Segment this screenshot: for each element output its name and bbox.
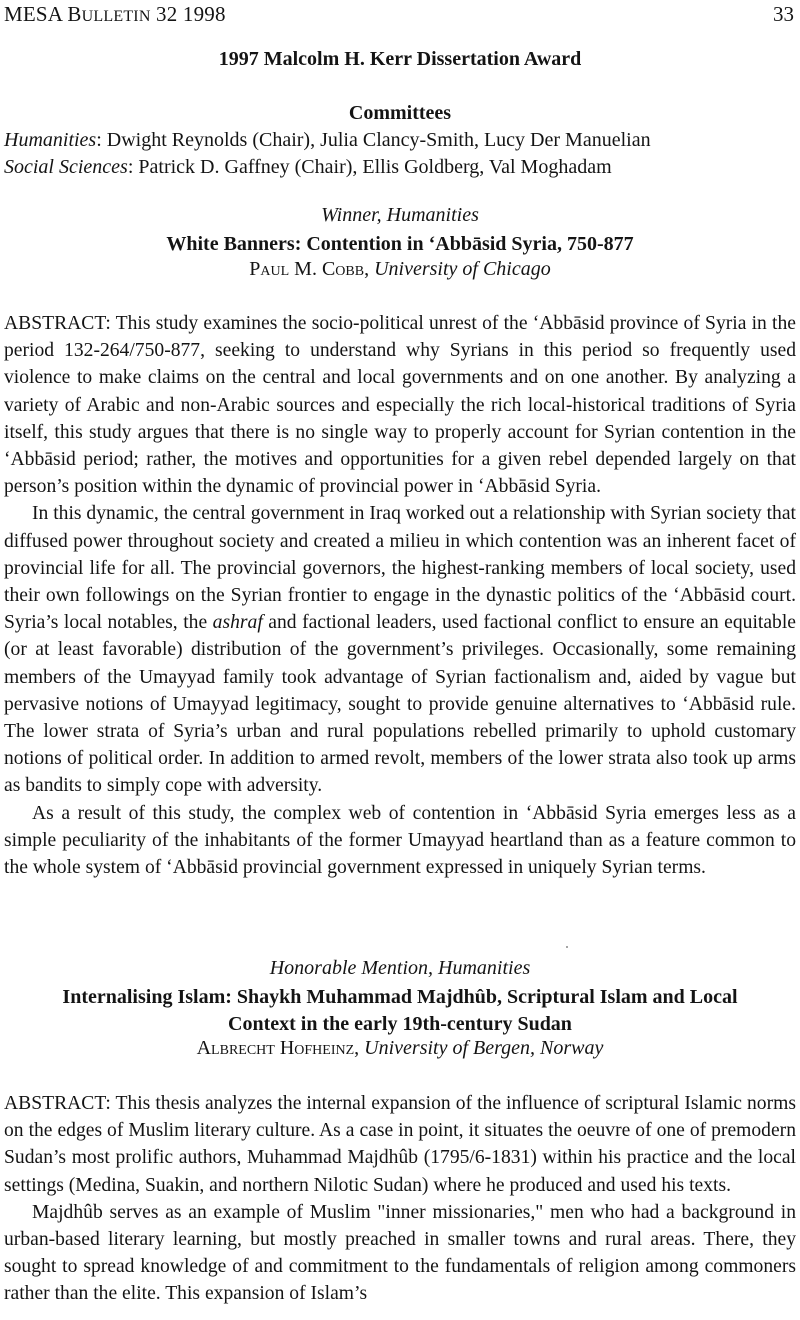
honorable-abstract: [4, 1090, 796, 1308]
running-header: [4, 2, 794, 30]
honorable-dissertation-title: Internalising Islam: Shaykh Muhammad Majdhûb, Scriptural Islam and Local Context in the early 19th-century Sudan: [62, 986, 738, 1035]
winner-abstract-paragraph-1: ABSTRACT: This study examines the socio-political unrest of the ‘Abbāsid province of Syria in the period 132-264/750-877, seeking to understand why Syrians in this period so frequently used violence to make claims on the central and local governments and on one another. By analyzing a variety of Arabic and non-Arabic sources and especially the rich local-historical traditions of Syria itself, this study argues that there is no single way to properly account for Syrian contention in the ‘Abbāsid period; rather, the motives and opportunities for a given rebel depended largely on that person’s position within the dynamic of provincial power in ‘Abbāsid Syria.: [4, 313, 796, 498]
winner-author: Paul M. Cobb, University of Chicago: [249, 258, 551, 280]
winner-dissertation-title: White Banners: Contention in ‘Abbāsid Syria, 750-877: [166, 233, 634, 255]
winner-abstract-paragraph-2: In this dynamic, the central government in Iraq worked out a relationship with Syrian society that diffused power throughout society and created a milieu in which contention was an inherent facet of provincial life for all. The provincial governors, the highest-ranking members of local society, used their own followings on the Syrian frontier to engage in the dynastic politics of the ‘Abbāsid court. Syria’s local notables, the ashraf and factional leaders, used factional conflict to ensure an equitable (or at least favorable) distribution of the government’s privileges. Occasionally, some remaining members of the Umayyad family took advantage of Syrian factionalism and, aided by vague but pervasive notions of Umayyad legitimacy, sought to provide genuine alternatives to ‘Abbāsid rule. The lower strata of Syria’s urban and rural populations rebelled primarily to uphold customary notions of political order. In addition to armed revolt, members of the lower strata also took up arms as bandits to simply cope with adversity.: [4, 503, 796, 797]
committees-heading: Committees: [348, 102, 452, 124]
committee-social-sciences: Social Sciences: Patrick D. Gaffney (Chair), Ellis Goldberg, Val Moghadam: [4, 156, 612, 178]
honorable-abstract-paragraph-1: ABSTRACT: This thesis analyzes the internal expansion of the influence of scriptural Islamic norms on the edges of Muslim literary culture. As a case in point, it situates the oeuvre of one of premodern Sudan’s most prolific authors, Muhammad Majdhûb (1795/6-1831) within his practice and the local settings (Medina, Suakin, and northern Nilotic Sudan) where he produced and used his texts.: [4, 1093, 796, 1196]
honorable-abstract-paragraph-2: Majdhûb serves as an example of Muslim "inner missionaries," men who had a background in urban-based literary learning, but mostly preached in smaller towns and rural areas. There, they sought to spread knowledge of and commitment to the fundamentals of religion among commoners rather than the elite. This expansion of Islam’s: [4, 1201, 796, 1305]
print-speck: [566, 946, 568, 948]
winner-abstract: [4, 310, 796, 881]
winner-abstract-paragraph-3: As a result of this study, the complex web of contention in ‘Abbāsid Syria emerges less as a simple peculiarity of the inhabitants of the former Umayyad heartland than as a feature common to the whole system of ‘Abbāsid provincial government expressed in uniquely Syrian terms.: [4, 802, 796, 879]
award-title: 1997 Malcolm H. Kerr Dissertation Award: [218, 48, 582, 70]
winner-label: Winner, Humanities: [321, 204, 479, 226]
honorable-author: Albrecht Hofheinz, University of Bergen, Norway: [196, 1037, 604, 1059]
journal-name: MESA BULLETIN 32 1998: [4, 2, 226, 26]
honorable-mention-label: Honorable Mention, Humanities: [269, 957, 531, 979]
page-number: 33: [773, 2, 794, 26]
committee-humanities: Humanities: Dwight Reynolds (Chair), Julia Clancy-Smith, Lucy Der Manuelian: [4, 129, 651, 151]
